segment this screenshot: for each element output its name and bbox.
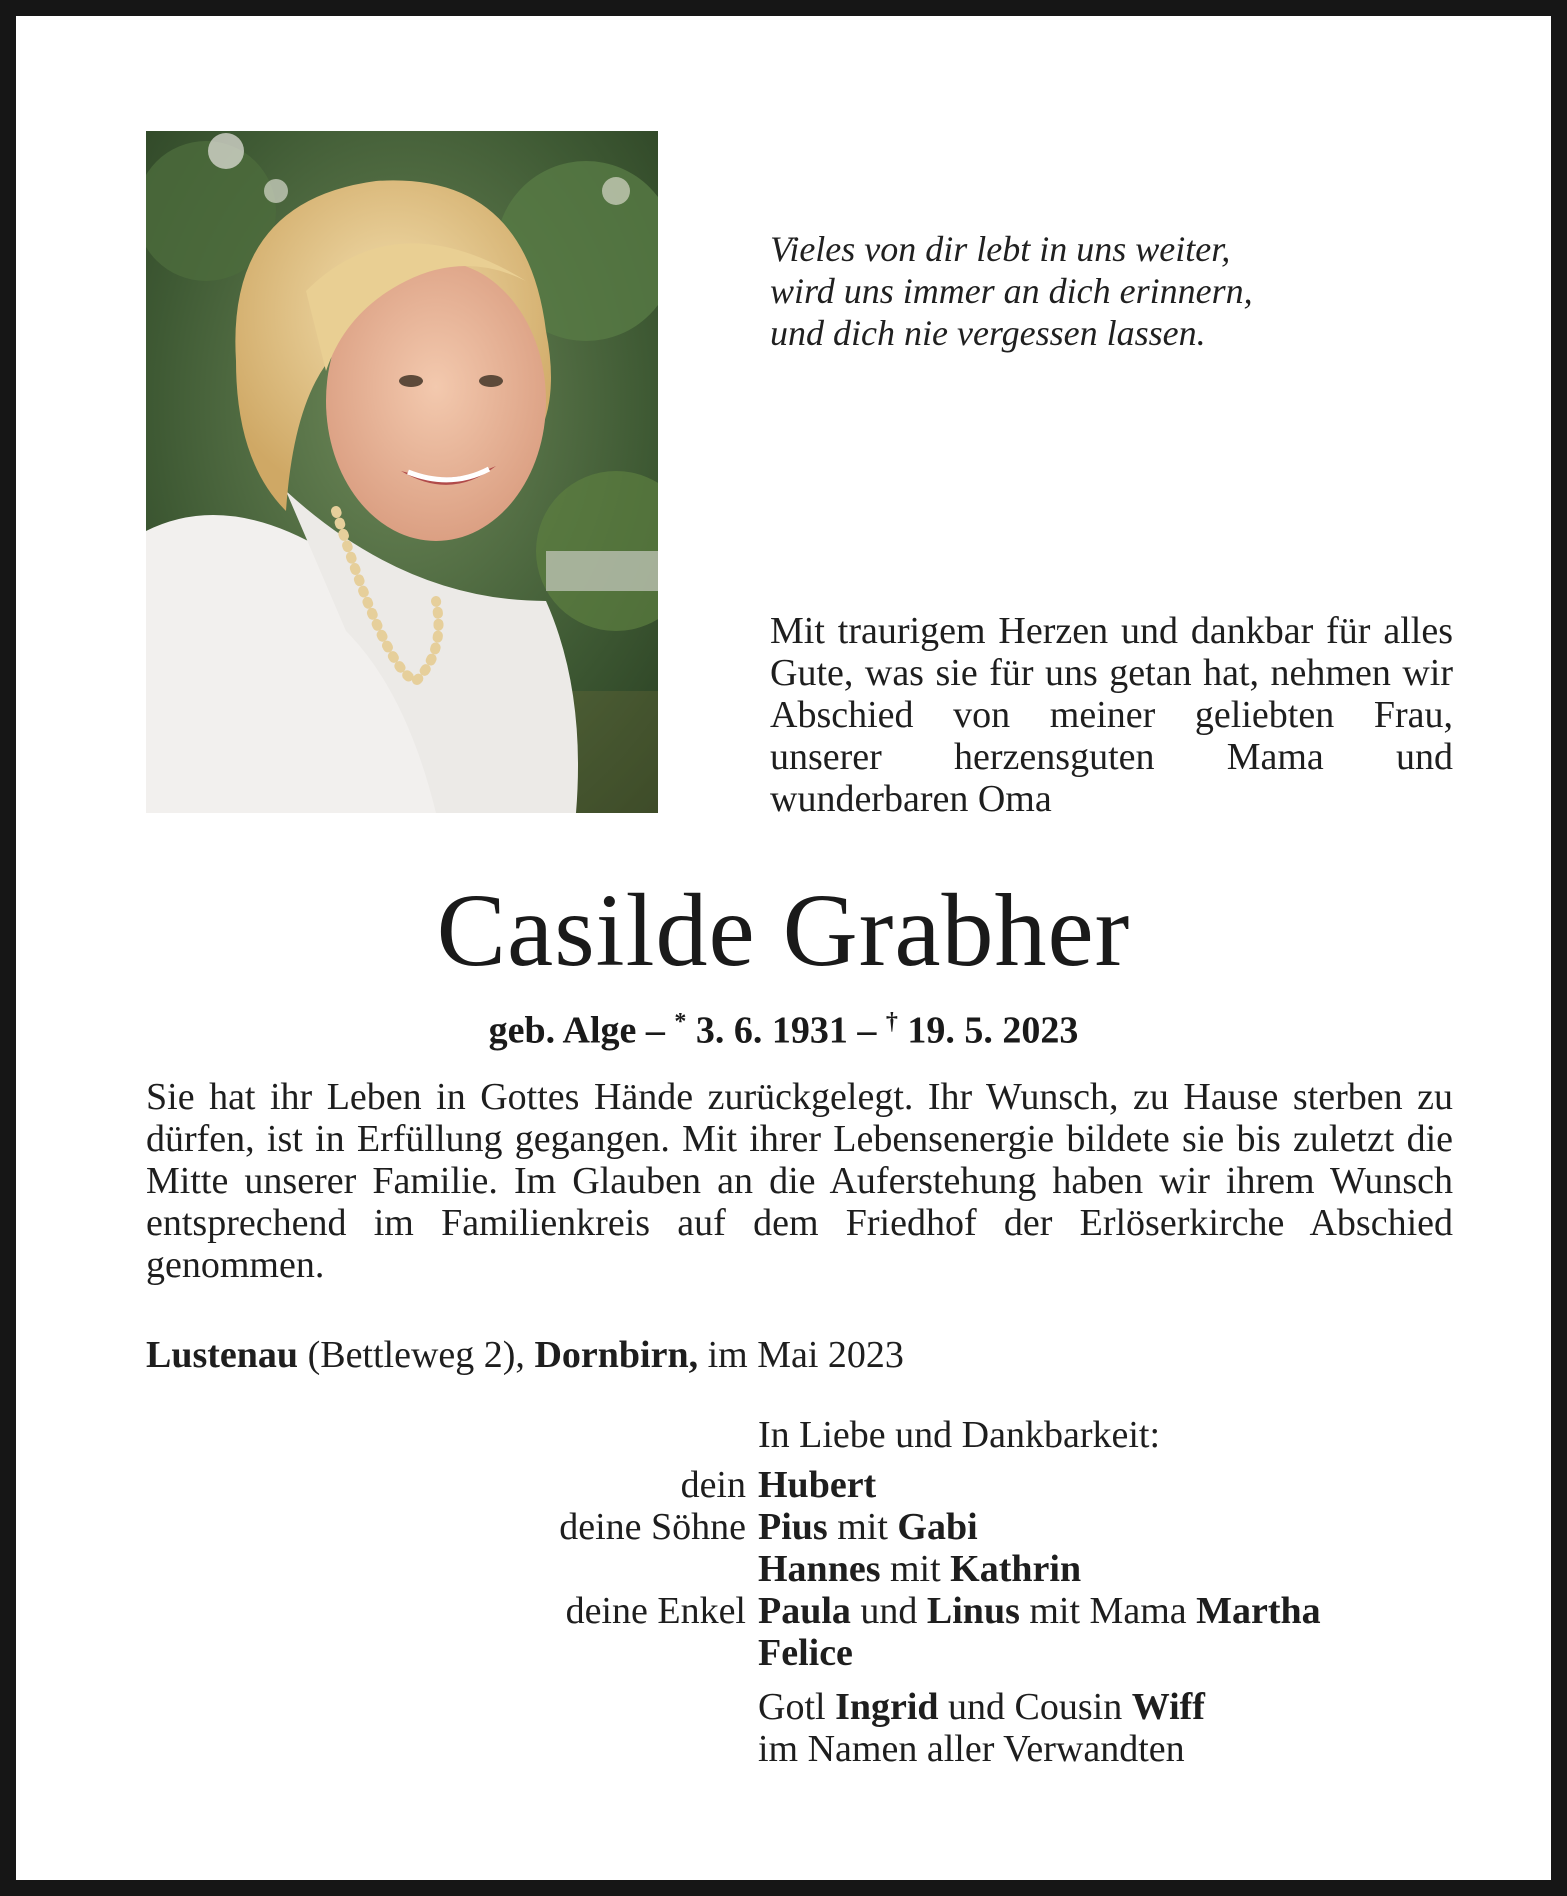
date-text: im Mai 2023: [698, 1334, 904, 1376]
mourner-name: Gabi: [897, 1506, 978, 1548]
quote-line: und dich nie vergessen lassen.: [770, 313, 1206, 353]
obituary-body: Sie hat ihr Leben in Gottes Hände zurückgelegt. Ihr Wunsch, zu Hause sterben zu dürfen, ist in Erfüllung gegangen. Mit ihrer Lebensenergie bildete sie bis zuletzt die Mitte unserer Familie. Im Glauben an die Auferstehung haben wir ihrem Wunsch entsprechend im Familienkreis auf dem Friedhof der Erlöserkirche Abschied genommen.: [146, 1076, 1453, 1286]
intro-text: Mit traurigem Herzen und dankbar für alles Gute, was sie für uns getan hat, nehmen wir Abschied von meiner geliebten Frau, unserer herzensguten Mama und wunderbaren Oma: [770, 610, 1453, 820]
mourners-heading: In Liebe und Dankbarkeit:: [758, 1414, 1161, 1456]
mourner-name: Pius: [758, 1506, 828, 1548]
mourner-name: Wiff: [1131, 1686, 1205, 1728]
mourner-row: [146, 1686, 1453, 1728]
mourner-name: Linus: [926, 1590, 1020, 1632]
closing-text: im Namen aller Verwandten: [758, 1728, 1185, 1770]
portrait-photo: [146, 131, 658, 813]
place-and-date: [146, 1334, 904, 1376]
birth-death-dates: [16, 1000, 1551, 1053]
birth-symbol: *: [674, 1009, 687, 1035]
quote-line: wird uns immer an dich erinnern,: [770, 271, 1253, 311]
birth-date: 3. 6. 1931: [686, 1009, 848, 1052]
mourners-heading-row: [146, 1414, 1453, 1456]
connector-text: mit: [880, 1548, 951, 1590]
mourner-name: Hannes: [758, 1548, 881, 1590]
relation-label: dein: [680, 1464, 746, 1506]
mourners-list: [146, 1414, 1453, 1770]
mourner-name: Ingrid: [835, 1686, 939, 1728]
separator: –: [847, 1009, 886, 1052]
mourner-row: [146, 1632, 1453, 1674]
connector-text: mit: [827, 1506, 898, 1548]
death-symbol: †: [885, 1009, 898, 1035]
quote-line: Vieles von dir lebt in uns weiter,: [770, 229, 1231, 269]
mourner-row: [146, 1464, 1453, 1506]
town-dornbirn: Dornbirn,: [534, 1334, 699, 1376]
maiden-name: geb. Alge: [488, 1009, 637, 1052]
connector-text: und: [850, 1590, 927, 1632]
memorial-quote: [770, 228, 1470, 354]
mourner-name: Martha: [1196, 1590, 1321, 1632]
mourner-name: Kathrin: [950, 1548, 1082, 1590]
town-lustenau: Lustenau: [146, 1334, 299, 1376]
connector-text: mit Mama: [1019, 1590, 1197, 1632]
mourner-name: Felice: [758, 1632, 853, 1674]
deceased-name: Casilde Grabher: [436, 873, 1131, 988]
death-date: 19. 5. 2023: [897, 1009, 1079, 1052]
address: (Bettleweg 2),: [298, 1334, 535, 1376]
mourner-name: Paula: [758, 1590, 851, 1632]
relation-label: deine Enkel: [565, 1590, 746, 1632]
mourner-row: [146, 1728, 1453, 1770]
separator: –: [636, 1009, 675, 1052]
mourner-row: [146, 1590, 1453, 1632]
mourner-name: Hubert: [758, 1464, 877, 1506]
connector-text: und Cousin: [938, 1686, 1132, 1728]
relation-label: deine Söhne: [559, 1506, 746, 1548]
connector-text: Gotl: [758, 1686, 836, 1728]
mourner-row: [146, 1506, 1453, 1548]
mourner-row: [146, 1548, 1453, 1590]
